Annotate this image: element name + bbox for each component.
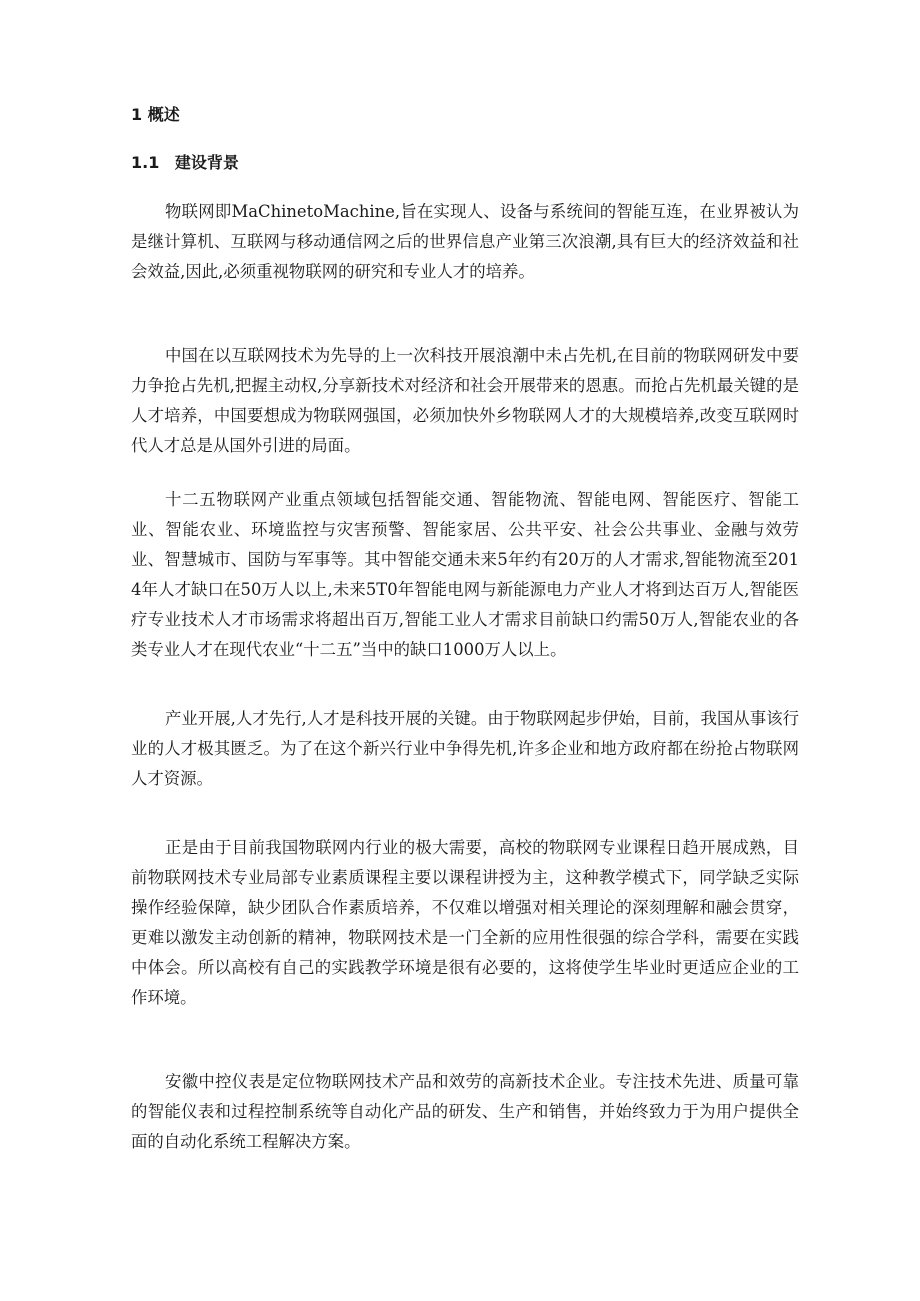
subsection-heading: [131, 153, 239, 173]
paragraph-talent-shortage: 产业开展,人才先行,人才是科技开展的关键。由于物联网起步伊始，目前，我国从事该行业的人才极其匮乏。为了在这个新兴行业中争得先机,许多企业和地方政府都在纷抢占物联网人才资源。: [131, 709, 799, 788]
paragraph-china-opportunity: 中国在以互联网技术为先导的上一次科技开展浪潮中未占先机,在目前的物联网研发中要力争抢占先机,把握主动权,分享新技术对经济和社会开展带来的恩惠。而抢占先机最关键的是人才培养，中国要想成为物联网强国，必须加快外乡物联网人才的大规模培养,改变互联网时代人才总是从国外引进的局面。: [131, 346, 799, 455]
paragraph-key-industries: 十二五物联网产业重点领域包括智能交通、智能物流、智能电网、智能医疗、智能工业、智能农业、环境监控与灾害预警、智能家居、公共平安、社会公共事业、金融与效劳业、智慧城市、国防与军事等。其中智能交通未来5年约有20万的人才需求,智能物流至2014年人才缺口在50万人以上,未来5T0年智能电网与新能源电力产业人才将到达百万人,智能医疗专业技术人才市场需求将超出百万,智能工业人才需求目前缺口约需50万人,智能农业的各类专业人才在现代农业“十二五”当中的缺口1000万人以上。: [131, 490, 799, 659]
section-number: 1: [131, 105, 143, 124]
paragraph-education-needs: 正是由于目前我国物联网内行业的极大需要，高校的物联网专业课程日趋开展成熟，目前物联网技术专业局部专业素质课程主要以课程讲授为主，这种教学模式下，同学缺乏实际操作经验保障，缺少团队合作素质培养，不仅难以增强对相关理论的深刻理解和融会贯穿，更难以激发主动创新的精神，物联网技术是一门全新的应用性很强的综合学科，需要在实践中体会。所以高校有自己的实践教学环境是很有必要的，这将使学生毕业时更适应企业的工作环境。: [131, 838, 799, 1007]
paragraph-iot-definition: 物联网即MaChinetoMachine,旨在实现人、设备与系统间的智能互连，在业界被认为是继计算机、互联网与移动通信网之后的世界信息产业第三次浪潮,具有巨大的经济效益和社会效益,因此,必须重视物联网的研究和专业人才的培养。: [131, 202, 799, 281]
subsection-title: 建设背景: [174, 153, 239, 172]
section-heading: [131, 105, 180, 125]
paragraph-company-intro: 安徽中控仪表是定位物联网技术产品和效劳的高新技术企业。专注技术先进、质量可靠的智能仪表和过程控制系统等自动化产品的研发、生产和销售，并始终致力于为用户提供全面的自动化系统工程解决方案。: [131, 1072, 799, 1151]
section-title: 概述: [147, 105, 180, 124]
subsection-number: 1.1: [131, 153, 160, 172]
